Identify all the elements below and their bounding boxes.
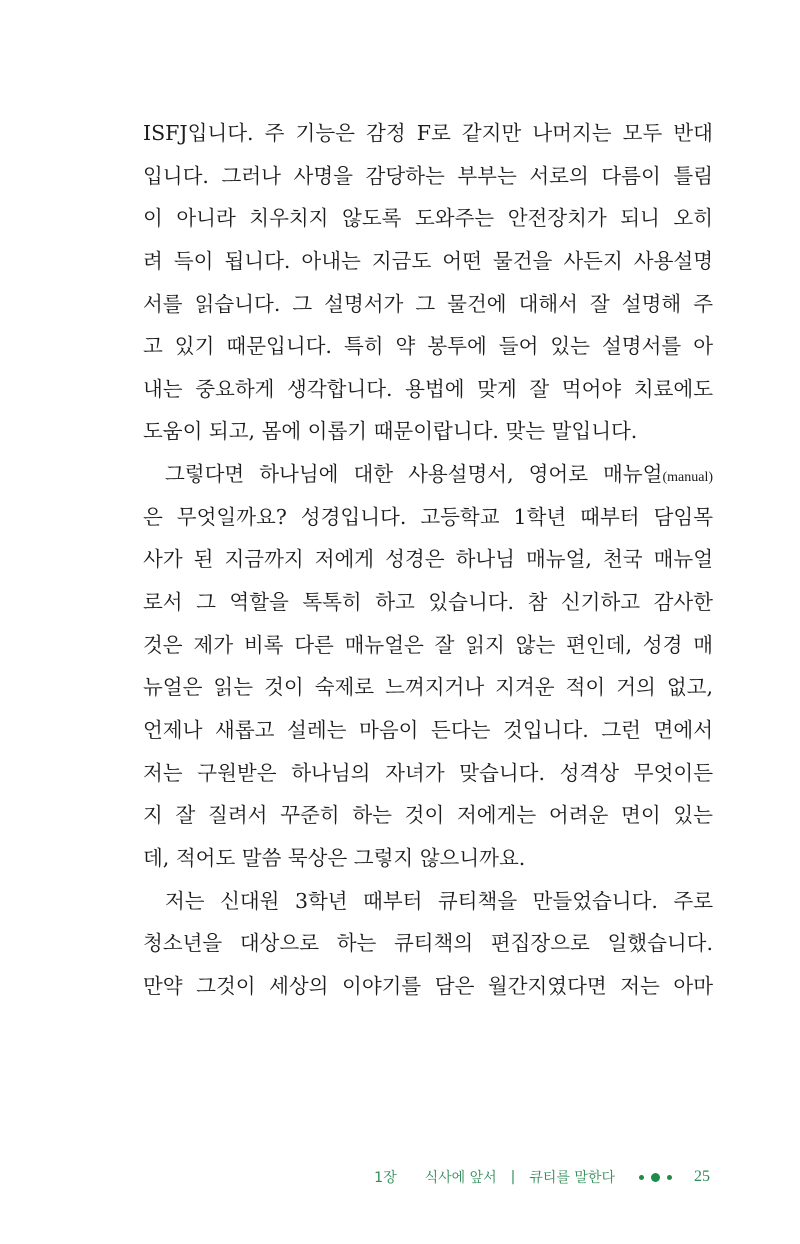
text-line: 지 잘 질려서 꾸준히 하는 것이 저에게는 어려운 면이 있는	[143, 803, 713, 828]
text-line: 내는 중요하게 생각합니다. 용법에 맞게 잘 먹어야 치료에도	[143, 376, 713, 401]
page-number: 25	[694, 1168, 710, 1185]
text-line: 저는 구원받은 하나님의 자녀가 맞습니다. 성격상 무엇이든	[143, 760, 713, 785]
running-footer	[374, 1165, 710, 1189]
dot-icon	[667, 1175, 672, 1180]
text-line: 데, 적어도 말씀 묵상은 그렇지 않으니까요.	[143, 845, 526, 870]
body-text	[143, 112, 713, 1007]
text-line: 것은 제가 비록 다른 매뉴얼은 잘 읽지 않는 편인데, 성경 매	[143, 632, 713, 657]
footer-separator: |	[510, 1169, 516, 1185]
text-line: 서를 읽습니다. 그 설명서가 그 물건에 대해서 잘 설명해 주	[143, 291, 713, 316]
manual-annotation: (manual)	[662, 470, 713, 486]
text-line: 고 있기 때문입니다. 특히 약 봉투에 들어 있는 설명서를 아	[143, 334, 713, 359]
text-line: 도움이 되고, 몸에 이롭기 때문이랍니다. 맞는 말입니다.	[143, 419, 638, 444]
text-line: 청소년을 대상으로 하는 큐티책의 편집장으로 일했습니다.	[143, 931, 713, 956]
text-line: 언제나 새롭고 설레는 마음이 든다는 것입니다. 그런 면에서	[143, 717, 713, 742]
text-line: 은 무엇일까요? 성경입니다. 고등학교 1학년 때부터 담임목	[143, 504, 713, 529]
text-line: 로서 그 역할을 톡톡히 하고 있습니다. 참 신기하고 감사한	[143, 590, 713, 615]
paragraph-start-line	[143, 453, 713, 496]
book-title-label: 큐티를 말한다	[529, 1170, 615, 1186]
dot-icon	[639, 1175, 644, 1180]
chapter-label: 1장	[374, 1170, 397, 1186]
dots-ornament-icon	[639, 1173, 672, 1182]
text-line: 사가 된 지금까지 저에게 성경은 하나님 매뉴얼, 천국 매뉴얼	[143, 547, 713, 572]
text-line: 려 득이 됩니다. 아내는 지금도 어떤 물건을 사든지 사용설명	[143, 248, 713, 273]
text-line: 이 아니라 치우치지 않도록 도와주는 안전장치가 되니 오히	[143, 206, 713, 231]
text-line: 만약 그것이 세상의 이야기를 담은 월간지였다면 저는 아마	[143, 973, 713, 998]
text-span: 그렇다면 하나님에 대한 사용설명서, 영어로 매뉴얼	[165, 462, 663, 487]
section-label: 식사에 앞서	[424, 1170, 497, 1186]
dot-icon	[651, 1173, 660, 1182]
text-line: 입니다. 그러나 사명을 감당하는 부부는 서로의 다름이 틀림	[143, 163, 713, 188]
text-line: 뉴얼은 읽는 것이 숙제로 느껴지거나 지겨운 적이 거의 없고,	[143, 675, 713, 700]
text-line: ISFJ입니다. 주 기능은 감정 F로 같지만 나머지는 모두 반대	[143, 121, 713, 145]
paragraph-start-line: 저는 신대원 3학년 때부터 큐티책을 만들었습니다. 주로	[165, 888, 713, 913]
